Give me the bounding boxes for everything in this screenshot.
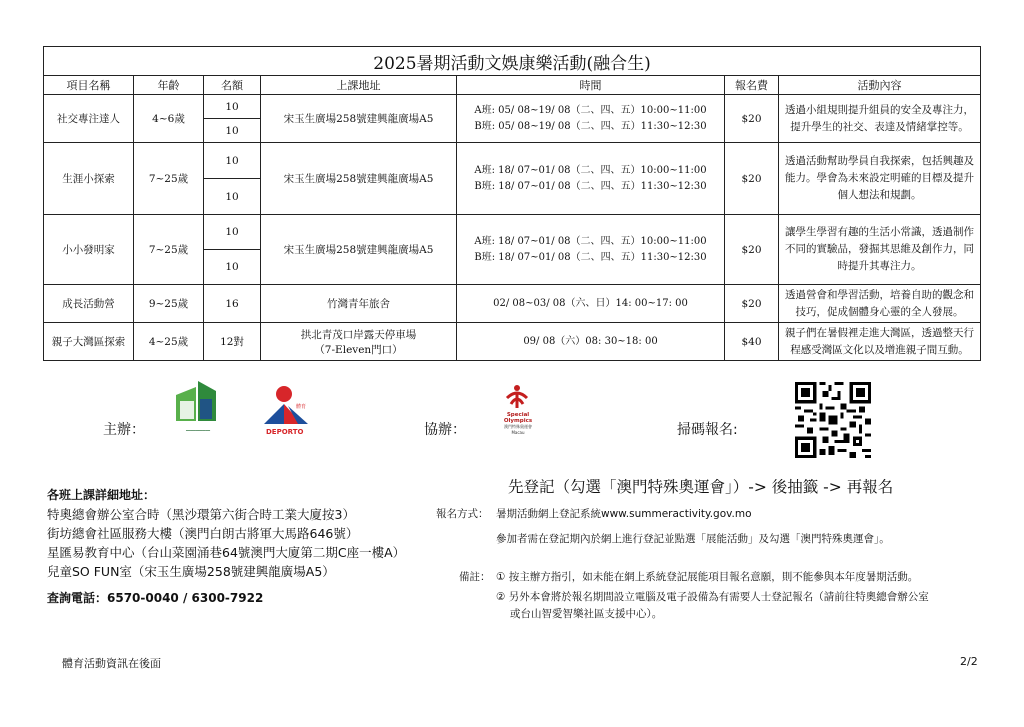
- remarks-label: 備註：: [459, 571, 491, 583]
- table-row: [44, 323, 981, 361]
- activity-content: 透過小組規則提升組員的安全及專注力，提升學生的社交、表達及情緒掌控等。: [779, 95, 981, 143]
- remark-2-continued: 或台山智愛智樂社區支援中心）。: [510, 608, 663, 620]
- activity-quota-a: 10: [204, 95, 261, 119]
- activity-quota: 16: [204, 285, 261, 323]
- address-line: 特奧總會辦公室合時（黑沙環第六街合時工業大廈按3）: [47, 507, 355, 522]
- activity-schedule: [43, 46, 980, 361]
- activity-address: 竹灣青年旅舍: [261, 285, 457, 323]
- activity-content: 透過營會和學習活動，培養自助的觀念和技巧，促成個體身心靈的全人發展。: [779, 285, 981, 323]
- column-header: 名額: [204, 76, 261, 95]
- activity-content: 讓學生學習有趣的生活小常識，透過制作不同的實驗品，發掘其思維及創作力，同時提升其專注力。: [779, 215, 981, 285]
- activity-quota-b: 10: [204, 119, 261, 143]
- column-header: 時間: [457, 76, 725, 95]
- activity-fee: $40: [725, 323, 779, 361]
- enquiry-phone: 查詢電話：6570-0040 / 6300-7922: [47, 591, 264, 605]
- time-class-a: A班: 05/ 08~19/ 08（二、四、五）10:00~11:00: [474, 104, 707, 116]
- activity-content: 透過活動幫助學員自我探索，包括興趣及能力。學會為未來設定明確的目標及提升個人想法和規劃。: [779, 143, 981, 215]
- activity-name: 社交專注達人: [44, 95, 134, 143]
- address-line-2: （7-Eleven門口）: [314, 343, 403, 356]
- column-header: 項目名稱: [44, 76, 134, 95]
- table-row: [44, 143, 981, 179]
- activity-time: [457, 215, 725, 285]
- address-line-1: 拱北青茂口岸露天停車場: [300, 328, 417, 341]
- activity-time: [457, 95, 725, 143]
- table-row: [44, 285, 981, 323]
- method-label: 報名方式：: [436, 508, 489, 520]
- activity-content: 親子們在暑假裡走進大灣區，透過整天行程感受灣區文化以及增進親子間互動。: [779, 323, 981, 361]
- activity-fee: $20: [725, 143, 779, 215]
- page-number: 2/2: [960, 655, 978, 668]
- activity-address: [261, 323, 457, 361]
- activity-quota-a: 10: [204, 143, 261, 179]
- activity-time: 09/ 08（六）08: 30~18: 00: [457, 323, 725, 361]
- deporto-logo-mark: 體育: [296, 404, 307, 410]
- education-bureau-logo: [176, 381, 216, 427]
- column-header: 年齡: [134, 76, 204, 95]
- activity-address: 宋玉生廣場258號建興龍廣場A5: [261, 143, 457, 215]
- education-bureau-logo-caption: ━━━━━━━━━━: [185, 428, 211, 433]
- activity-quota-b: 10: [204, 250, 261, 285]
- activity-time: 02/ 08~03/ 08（六、日）14: 00~17: 00: [457, 285, 725, 323]
- sponsor-section: [0, 376, 1024, 466]
- registration-website[interactable]: 暑期活動網上登記系統www.summeractivity.gov.mo: [496, 508, 752, 520]
- activity-time: [457, 143, 725, 215]
- registration-headline: 先登記（勾選「澳門特殊奧運會」）-> 後抽籤 -> 再報名: [508, 478, 894, 496]
- column-header: 報名費: [725, 76, 779, 95]
- activity-age: 9~25歲: [134, 285, 204, 323]
- activity-quota: 12對: [204, 323, 261, 361]
- time-class-b: B班: 18/ 07~01/ 08（二、四、五）11:30~12:30: [474, 180, 707, 192]
- remark-1: ① 按主辦方指引，如未能在網上系統登記展能項目報名意願，則不能參與本年度暑期活動。: [496, 571, 919, 583]
- address-line: 兒童SO FUN室（宋玉生廣場258號建興龍廣場A5）: [47, 564, 335, 579]
- activity-fee: $20: [725, 215, 779, 285]
- activity-quota-a: 10: [204, 215, 261, 250]
- address-line: 星匯易教育中心（台山菜園涌巷64號澳門大廈第二期C座一樓A）: [47, 545, 406, 560]
- remark-2: ② 另外本會將於報名期間設立電腦及電子設備為有需要人士登記報名（請前往特奧總會辦公室: [496, 591, 929, 603]
- column-header: 活動內容: [779, 76, 981, 95]
- organizer-label: 主辦：: [103, 422, 145, 438]
- registration-qr-code[interactable]: [795, 382, 871, 458]
- table-row: [44, 95, 981, 119]
- footer-note: 體育活動資訊在後面: [62, 657, 161, 670]
- activity-address: 宋玉生廣場258號建興龍廣場A5: [261, 95, 457, 143]
- addresses-heading: 各班上課詳細地址：: [47, 488, 156, 502]
- activity-quota-b: 10: [204, 179, 261, 215]
- time-class-b: B班: 18/ 07~01/ 08（二、四、五）11:30~12:30: [474, 251, 707, 263]
- time-class-b: B班: 05/ 08~19/ 08（二、四、五）11:30~12:30: [474, 120, 707, 132]
- activity-age: 4~6歲: [134, 95, 204, 143]
- activity-address: 宋玉生廣場258號建興龍廣場A5: [261, 215, 457, 285]
- sports-bureau-logo: [262, 384, 314, 436]
- class-addresses: [47, 486, 467, 606]
- address-line: 街坊總會社區服務大樓（澳門白朗古將軍大馬路646號）: [47, 526, 359, 541]
- table-title: 2025暑期活動文娛康樂活動(融合生): [44, 47, 981, 76]
- activity-name: 親子大灣區探索: [44, 323, 134, 361]
- activity-fee: $20: [725, 285, 779, 323]
- schedule-table: [43, 46, 981, 361]
- activity-name: 生涯小探索: [44, 143, 134, 215]
- activity-age: 7~25歲: [134, 143, 204, 215]
- deporto-logo-text: DEPORTO: [266, 428, 304, 436]
- column-header: 上課地址: [261, 76, 457, 95]
- activity-fee: $20: [725, 95, 779, 143]
- activity-name: 成長活動營: [44, 285, 134, 323]
- activity-age: 7~25歲: [134, 215, 204, 285]
- activity-name: 小小發明家: [44, 215, 134, 285]
- activity-age: 4~25歲: [134, 323, 204, 361]
- scan-to-register-label: 掃碼報名:: [677, 422, 738, 438]
- co-organizer-label: 協辦：: [424, 422, 466, 438]
- time-class-a: A班: 18/ 07~01/ 08（二、四、五）10:00~11:00: [474, 164, 707, 176]
- table-row: [44, 215, 981, 250]
- time-class-a: A班: 18/ 07~01/ 08（二、四、五）10:00~11:00: [474, 235, 707, 247]
- special-olympics-logo-caption: Special Olympics 澳門特殊奧運會 Macau: [503, 412, 533, 435]
- registration-note: 參加者需在登記期內於網上進行登記並點選「展能活動」及勾選「澳門特殊奧運會」。: [496, 533, 890, 545]
- table-header-row: [44, 76, 981, 95]
